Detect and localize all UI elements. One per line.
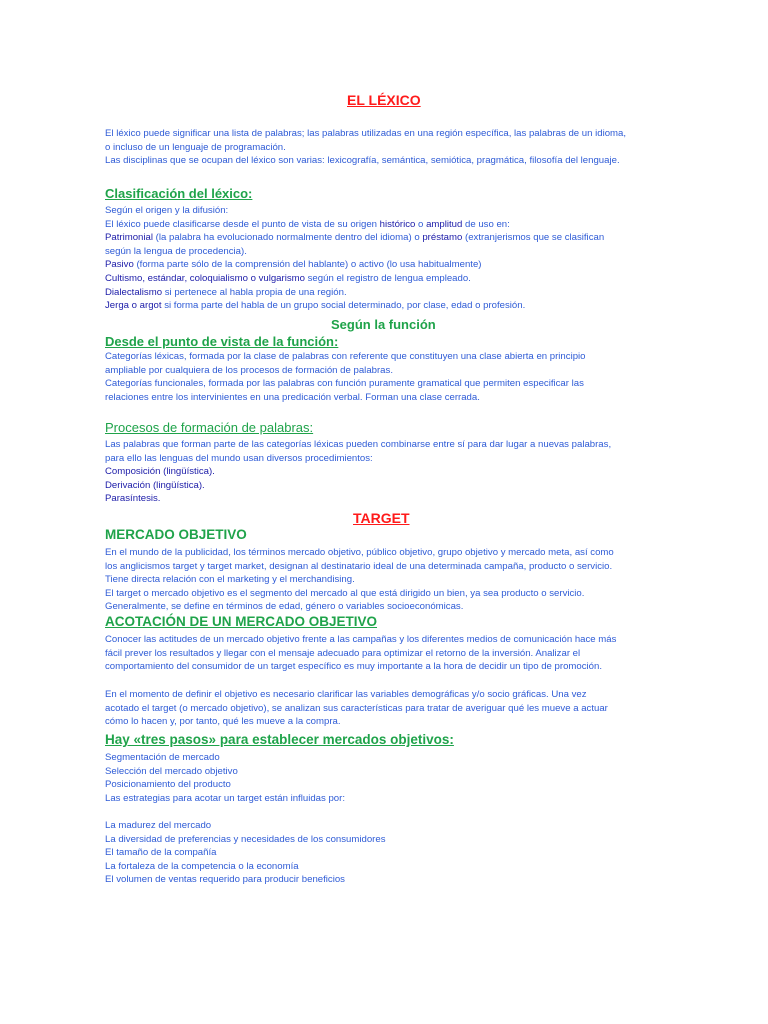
mercado-line: Generalmente, se define en términos de edad, género o variables socioeconómicas. <box>105 601 464 613</box>
funcion-line: ampliable por cualquiera de los procesos de formación de palabras. <box>105 364 393 376</box>
intro-line: o incluso de un lenguaje de programación. <box>105 141 286 153</box>
acotacion-line: fácil prever los resultados y llegar con el mensaje adecuado para optimizar el retorno de la inversión. Analizar el <box>105 647 581 659</box>
procesos-heading: Procesos de formación de palabras: <box>105 420 314 435</box>
funcion-subheading: Desde el punto de vista de la función: <box>105 334 339 349</box>
funcion-line: Categorías funcionales, formada por las palabras con función puramente gramatical que permiten especificar las <box>105 378 584 390</box>
term-cultismo: Cultismo, estándar, coloquialismo o vulgarismo <box>105 272 305 284</box>
factores-list <box>105 819 386 887</box>
intro-line: El léxico puede significar una lista de palabras; las palabras utilizadas en una región específica, las palabras de un idioma, <box>105 128 627 139</box>
acotacion-heading: ACOTACIÓN DE UN MERCADO OBJETIVO <box>105 614 378 629</box>
factor-item: La fortaleza de la competencia o la economía <box>105 860 299 872</box>
pasos-line: Posicionamiento del producto <box>105 779 231 791</box>
mercado-objetivo-body <box>105 546 614 614</box>
clasificacion-line: El léxico puede clasificarse desde el punto de vista de su origen histórico o amplitud de uso en: <box>105 218 510 230</box>
term-historico: histórico <box>379 218 416 230</box>
procesos-body <box>105 438 611 506</box>
dialectalismo-line: Dialectalismo si pertenece al habla propia de una región. <box>105 286 347 298</box>
acotacion-body-2 <box>105 688 608 729</box>
document-title: EL LÉXICO <box>347 92 421 108</box>
term-dialectalismo: Dialectalismo <box>105 286 163 298</box>
clasificacion-body <box>105 204 604 313</box>
intro-paragraph <box>105 127 626 168</box>
procesos-line: Las palabras que forman parte de las categorías léxicas pueden combinarse entre sí para dar lugar a nuevas palabras, <box>105 439 612 450</box>
clasificacion-heading: Clasificación del léxico: <box>105 186 253 201</box>
intro-line: Las disciplinas que se ocupan del léxico son varias: lexicografía, semántica, semiótica, pragmática, filosofía del lenguaje. <box>105 155 620 167</box>
acotacion-line: En el momento de definir el objetivo es necesario clarificar las variables demográficas y/o socio gráficas. Una vez <box>105 689 587 700</box>
pasivo-line: Pasivo (forma parte sólo de la comprensión del hablante) o activo (lo usa habitualmente) <box>105 259 482 271</box>
factor-item: El volumen de ventas requerido para producir beneficios <box>105 874 345 886</box>
acotacion-line: Conocer las actitudes de un mercado objetivo frente a las campañas y los diferentes medios de comunicación hace más <box>105 634 617 645</box>
pasos-body <box>105 751 345 805</box>
factor-item: La madurez del mercado <box>105 820 212 831</box>
pasos-heading: Hay «tres pasos» para establecer mercados objetivos: <box>105 732 454 747</box>
patrimonial-line: según la lengua de procedencia). <box>105 245 247 257</box>
acotacion-body <box>105 633 616 674</box>
term-jerga: Jerga o argot <box>105 300 162 312</box>
mercado-line: El target o mercado objetivo es el segmento del mercado al que está dirigido un bien, ya sea producto o servicio. <box>105 587 585 599</box>
funcion-body <box>105 350 586 404</box>
pasos-line: Las estrategias para acotar un target están influidas por: <box>105 792 345 804</box>
clasificacion-line: Según el origen y la difusión: <box>105 205 229 216</box>
mercado-objetivo-heading: MERCADO OBJETIVO <box>105 527 247 542</box>
mercado-line: los anglicismos target y target market, designan al destinatario ideal de una determinada campaña, producto o servicio. <box>105 560 613 572</box>
cultismo-line: Cultismo, estándar, coloquialismo o vulgarismo según el registro de lengua empleado. <box>105 272 471 284</box>
term-patrimonial: Patrimonial <box>105 232 153 244</box>
target-title: TARGET <box>353 510 410 526</box>
mercado-line: En el mundo de la publicidad, los términos mercado objetivo, público objetivo, grupo objetivo y mercado meta, así como <box>105 547 614 558</box>
acotacion-line: cómo lo hacen y, por tanto, qué les mueve a la compra. <box>105 716 341 728</box>
procesos-item: Parasíntesis. <box>105 493 161 505</box>
term-pasivo: Pasivo <box>105 259 134 271</box>
procesos-item: Derivación (lingüística). <box>105 479 205 491</box>
segun-funcion-heading: Según la función <box>331 317 436 332</box>
pasos-line: Selección del mercado objetivo <box>105 765 238 777</box>
procesos-line: para ello las lenguas del mundo usan diversos procedimientos: <box>105 452 373 464</box>
procesos-item: Composición (lingüística). <box>105 466 215 478</box>
mercado-line: Tiene directa relación con el marketing y el merchandising. <box>105 574 355 586</box>
factor-item: El tamaño de la compañía <box>105 847 217 859</box>
patrimonial-line: Patrimonial (la palabra ha evolucionado normalmente dentro del idioma) o préstamo (extranjerismos que se clasifican <box>105 232 605 244</box>
jerga-line: Jerga o argot si forma parte del habla de un grupo social determinado, por clase, edad o profesión. <box>105 300 526 312</box>
funcion-line: relaciones entre los intervinientes en una predicación verbal. Forman una clase cerrada. <box>105 391 480 403</box>
acotacion-line: comportamiento del consumidor de un target específico es muy importante a la hora de decidir un tipo de promoción. <box>105 661 603 673</box>
pasos-line: Segmentación de mercado <box>105 752 220 763</box>
acotacion-line: acotado el target (o mercado objetivo), se analizan sus características para tratar de averiguar qué les mueve a actuar <box>105 702 608 714</box>
term-prestamo: préstamo <box>422 232 463 244</box>
funcion-line: Categorías léxicas, formada por la clase de palabras con referente que constituyen una clase abierta en principio <box>105 351 586 362</box>
factor-item: La diversidad de preferencias y necesidades de los consumidores <box>105 833 386 845</box>
term-amplitud: amplitud <box>426 218 463 230</box>
